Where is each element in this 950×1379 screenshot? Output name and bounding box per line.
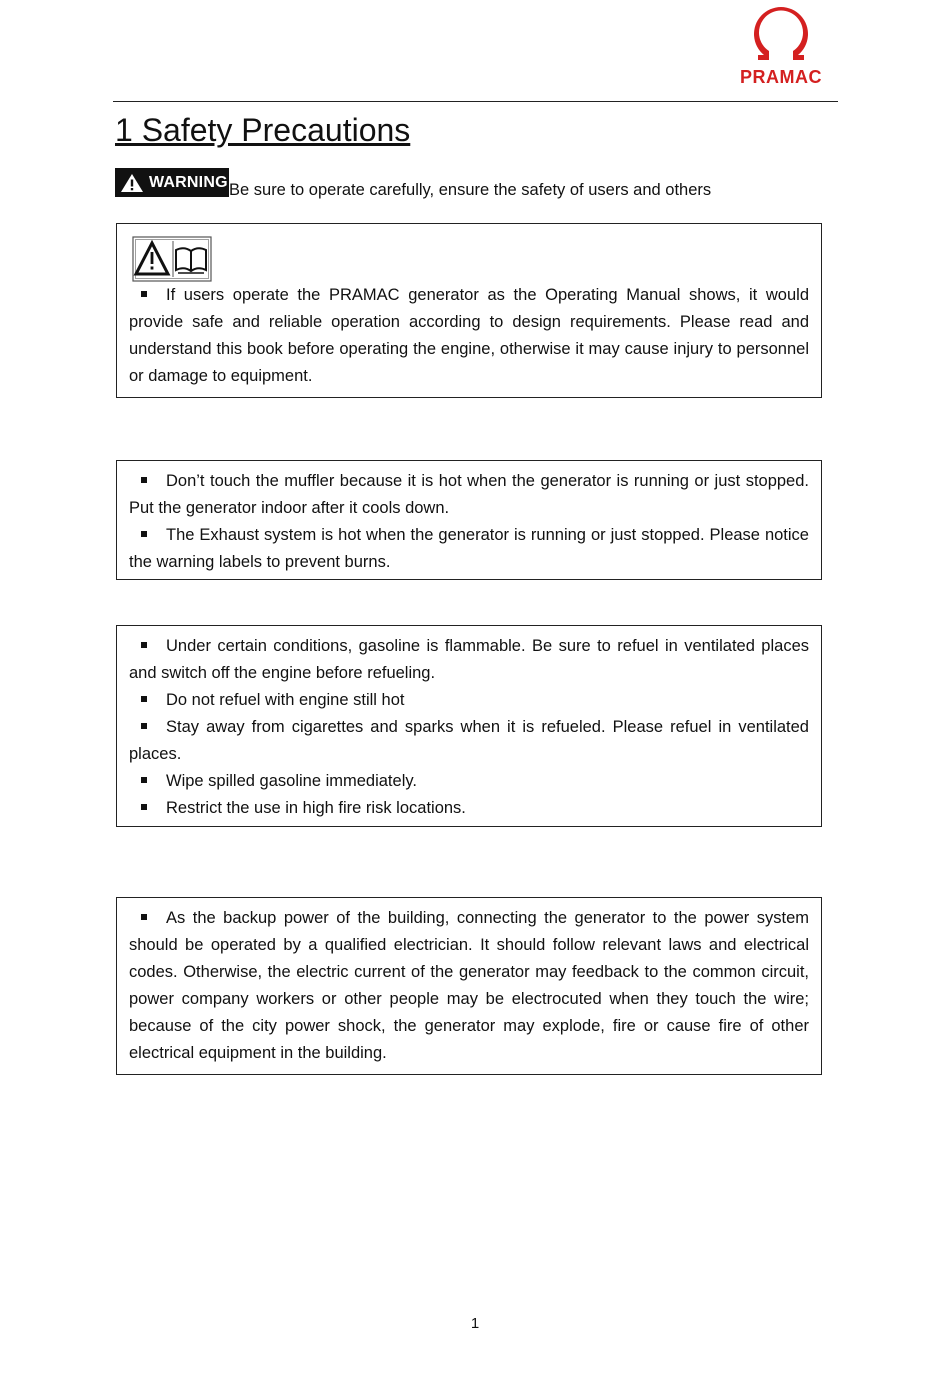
bullet-icon [141,696,147,702]
list-item: As the backup power of the building, connecting the generator to the power system should be operated by a qualified electrician. It should follow relevant laws and electrical codes. Otherwise, the electric current of the generator may feedback to the common circuit, power company workers or other people may be electrocuted when they touch the wire; because of the city power shock, the generator may explode, fire or cause fire of other electrical equipment in the building. [129,909,809,1062]
bullet-icon [141,914,147,920]
list-item: Don’t touch the muffler because it is hot when the generator is running or just stopped. Put the generator indoor after it cools down. [129,472,809,517]
bullet-icon [141,477,147,483]
safety-box-fuel [116,625,822,827]
safety-box-manual [116,223,822,398]
bullet-icon [141,777,147,783]
pramac-logo-icon [752,6,810,66]
warning-triangle-icon [120,173,144,193]
bullet-icon [141,642,147,648]
warning-text: Be sure to operate carefully, ensure the safety of users and others [229,181,712,199]
safety-icons [132,236,809,282]
warning-badge [115,168,229,197]
safety-box-electrical [116,897,822,1075]
page-number: 1 [470,1315,480,1332]
list-item: Do not refuel with engine still hot [129,687,809,714]
brand-name: PRAMAC [740,67,822,87]
list-item: Under certain conditions, gasoline is flammable. Be sure to refuel in ventilated places and switch off the engine before refueling. [129,637,809,682]
safety-box-hot-surfaces [116,460,822,580]
list-item: If users operate the PRAMAC generator as the Operating Manual shows, it would provide safe and reliable operation according to design requirements. Please read and understand this book before operating the engine, otherwise it may cause injury to personnel or damage to equipment. [129,286,809,385]
bullet-icon [141,804,147,810]
warning-badge-label: WARNING [149,173,228,191]
bullet-icon [141,531,147,537]
list-item: Wipe spilled gasoline immediately. [129,768,809,795]
header-divider [113,101,838,102]
page-title: 1 Safety Precautions [115,112,411,148]
bullet-icon [141,291,147,297]
list-item: Stay away from cigarettes and sparks when it is refueled. Please refuel in ventilated places. [129,718,809,763]
pramac-logo [724,6,838,86]
list-item: The Exhaust system is hot when the generator is running or just stopped. Please notice the warning labels to prevent burns. [129,526,809,571]
warning-manual-icon [132,236,212,282]
bullet-icon [141,723,147,729]
list-item: Restrict the use in high fire risk locations. [129,795,809,822]
